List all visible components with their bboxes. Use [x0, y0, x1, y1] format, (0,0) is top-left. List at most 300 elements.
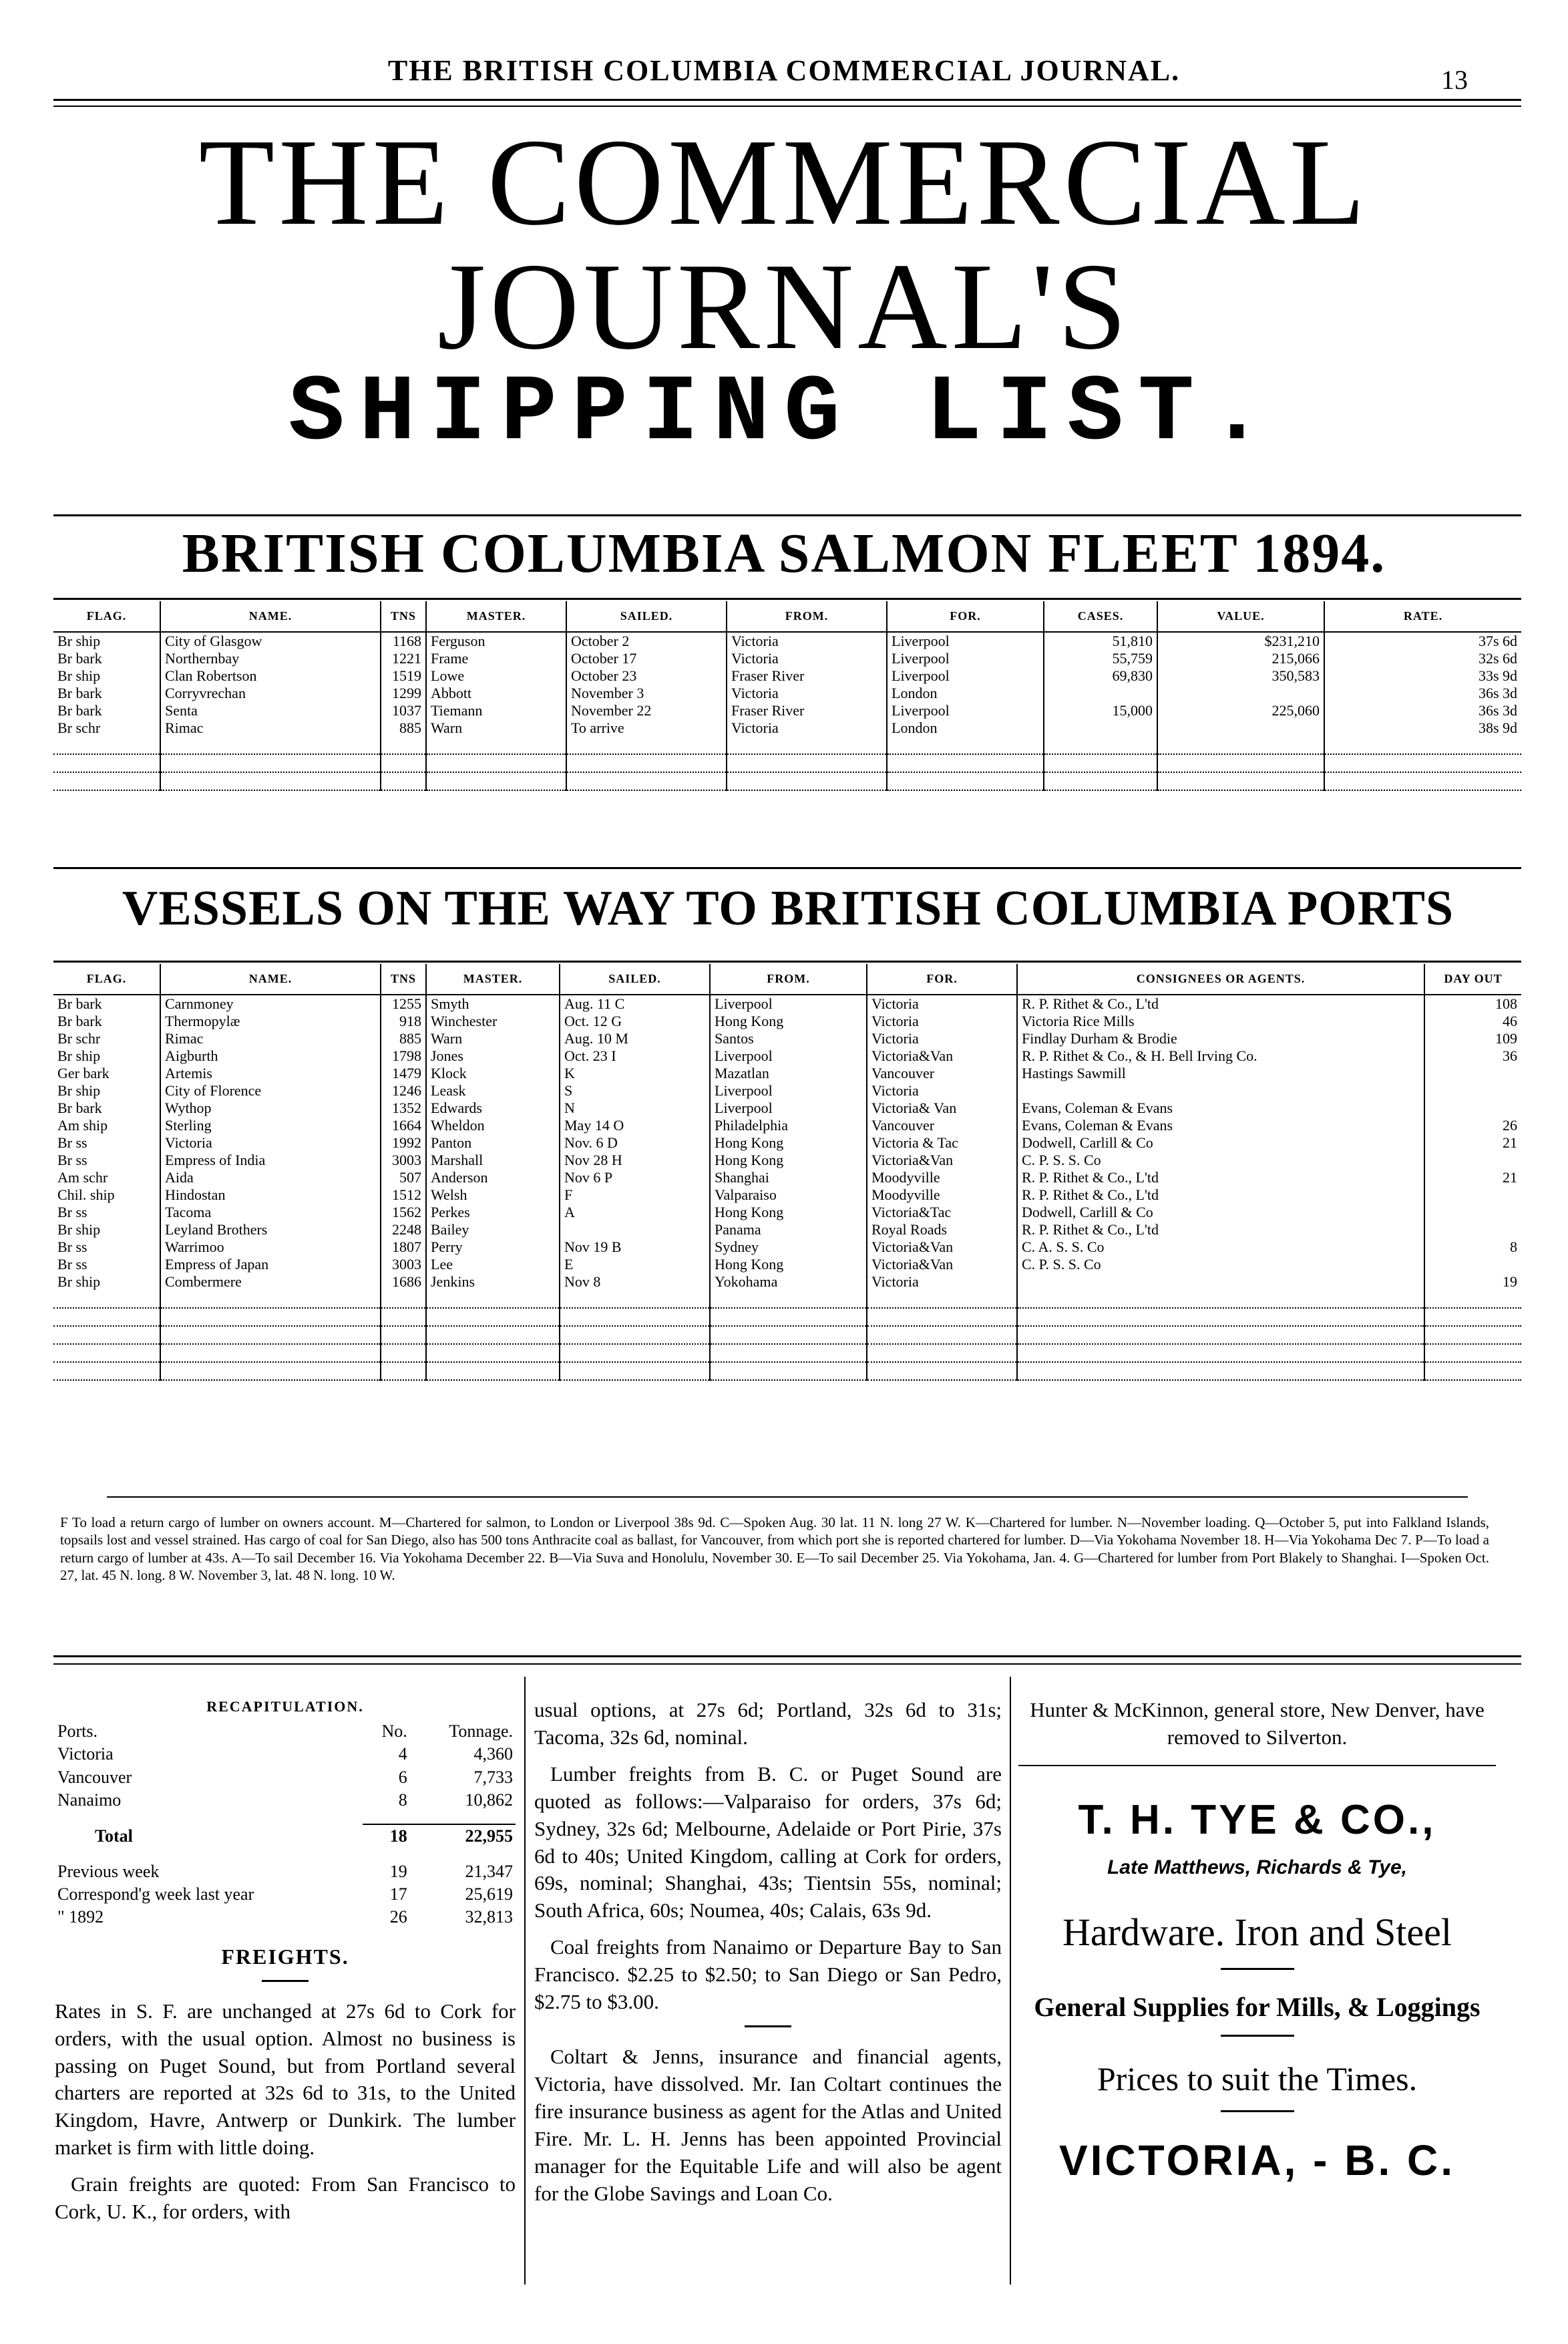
table-cell: Br ss: [57, 1134, 87, 1151]
table-cell: Liverpool: [710, 1047, 867, 1065]
table-cell: Victoria&Van: [867, 1047, 1017, 1065]
table-cell: Corryvrechan: [160, 685, 381, 702]
middle-column: [534, 1697, 1002, 2216]
table-cell: Leyland Brothers: [160, 1221, 381, 1238]
table-cell: Perkes: [426, 1204, 560, 1221]
table-cell: Northernbay: [160, 650, 381, 667]
table-row: [53, 650, 1521, 667]
table-cell: Aida: [160, 1169, 381, 1186]
table-cell: [1157, 719, 1324, 737]
table-cell: Am schr: [57, 1169, 108, 1186]
table-cell: Leask: [426, 1082, 560, 1100]
table-cell: 1352: [381, 1100, 426, 1117]
table-cell: Aug. 10 M: [560, 1030, 710, 1047]
table-cell: 1168: [381, 632, 426, 650]
table-cell: Hong Kong: [710, 1152, 867, 1169]
table-cell: To arrive: [566, 719, 727, 737]
table-cell: Br ship: [57, 1273, 101, 1290]
table-cell: K: [560, 1065, 710, 1082]
table-row: [53, 1082, 1521, 1100]
recap-cell: 10,862: [465, 1790, 513, 1810]
table-cell: Victoria&Van: [867, 1256, 1017, 1273]
table-cell: Klock: [426, 1065, 560, 1082]
table-cell: R. P. Rithet & Co., L'td: [1017, 1169, 1424, 1186]
table-cell: 1992: [381, 1134, 426, 1152]
table-cell: Fraser River: [727, 702, 887, 719]
table-cell: October 17: [566, 650, 727, 667]
table-cell: City of Glasgow: [160, 632, 381, 650]
freights-paragraph-2: Grain freights are quoted: From San Francisco to Cork, U. K., for orders, with: [55, 2172, 516, 2224]
table-cell: [1044, 685, 1157, 702]
recap-row: [55, 1789, 516, 1812]
section-rule: [53, 867, 1521, 869]
table-cell: Liverpool: [887, 632, 1044, 650]
table-cell: Aug. 11 C: [560, 995, 710, 1013]
table-cell: [560, 1221, 710, 1238]
right-column: [1018, 1697, 1496, 2188]
blank-row: [53, 1326, 1521, 1344]
table-cell: Liverpool: [710, 1100, 867, 1117]
table-cell: 38s 9d: [1324, 719, 1521, 737]
columns-rule-2: [53, 1663, 1521, 1665]
table-cell: Hong Kong: [710, 1134, 867, 1152]
divider: [745, 2025, 791, 2027]
recap-row: [55, 1743, 516, 1766]
table-cell: Victoria: [867, 1030, 1017, 1047]
table-cell: C. P. S. S. Co: [1017, 1152, 1424, 1169]
recap-cell: Previous week: [57, 1861, 160, 1881]
table-cell: Br bark: [57, 1013, 102, 1029]
divider: [1221, 1968, 1294, 1970]
table-cell: R. P. Rithet & Co., & H. Bell Irving Co.: [1017, 1047, 1424, 1065]
freights-heading: FREIGHTS.: [221, 1944, 349, 1969]
table-cell: 1664: [381, 1117, 426, 1134]
table-cell: Br ship: [57, 1082, 101, 1099]
table-cell: 33s 9d: [1324, 667, 1521, 685]
table-cell: 55,759: [1044, 650, 1157, 667]
page-number: 13: [1441, 65, 1468, 95]
table-cell: Panton: [426, 1134, 560, 1152]
table-row: [53, 1221, 1521, 1238]
table-cell: Victoria Rice Mills: [1017, 1013, 1424, 1030]
recap-row: [55, 1883, 516, 1906]
table-cell: Senta: [160, 702, 381, 719]
table-row: [53, 1047, 1521, 1065]
table-cell: Valparaiso: [710, 1186, 867, 1204]
table-cell: Winchester: [426, 1013, 560, 1030]
table-cell: London: [887, 685, 1044, 702]
recap-cell: Vancouver: [57, 1767, 132, 1787]
freights-paragraph-1: Rates in S. F. are unchanged at 27s 6d to Cork for orders, with the usual option. Almost no business is passing on Puget Sound, but from Portland several charters are reported at 32s 6d to 31s, to the United Kingdom, Havre, Antwerp or Dunkirk. The lumber market is firm with little doing.: [55, 1999, 516, 2160]
recap-cell: 6: [398, 1767, 407, 1787]
table-cell: 2248: [381, 1221, 426, 1238]
table-row: [53, 1273, 1521, 1291]
table-row: [53, 1256, 1521, 1273]
table-cell: 215,066: [1157, 650, 1324, 667]
table-cell: N: [560, 1100, 710, 1117]
table-cell: 1512: [381, 1186, 426, 1204]
table-cell: Chil. ship: [57, 1186, 115, 1203]
table-cell: Edwards: [426, 1100, 560, 1117]
recap-row: [55, 1906, 516, 1929]
table-cell: Abbott: [426, 685, 566, 702]
recap-cell: 4,360: [473, 1744, 513, 1764]
table-cell: Liverpool: [887, 650, 1044, 667]
column-header: NAME.: [160, 601, 381, 632]
table-cell: Br ss: [57, 1256, 87, 1273]
table-cell: Wheldon: [426, 1117, 560, 1134]
table-row: [53, 1186, 1521, 1204]
table-cell: [1424, 1082, 1521, 1100]
tye-successors: Late Matthews, Richards & Tye,: [1107, 1856, 1407, 1878]
table-cell: Liverpool: [887, 667, 1044, 685]
lumber-freights: Lumber freights from B. C. or Puget Sound are quoted as follows:—Valparaiso for orders, 37s 6d; Sydney, 32s 6d; Melbourne, Adelaide or Port Pirie, 37s 6d to 40s; United Kingdom, calling at Cork for orders, 69s, nominal; Shanghai, 43s; Tientsin 55s, nominal; South Africa, 60s; Noumea, 40s; Calais, 63s 9d.: [534, 1762, 1002, 1922]
table-cell: Moodyville: [867, 1169, 1017, 1186]
recap-cell: 19: [389, 1861, 407, 1881]
masthead-title: THE COMMERCIAL JOURNAL'S: [198, 114, 1370, 375]
table-cell: Perry: [426, 1238, 560, 1256]
table-cell: Warrimoo: [160, 1238, 381, 1256]
table-cell: 1255: [381, 995, 426, 1013]
table-cell: Br ss: [57, 1152, 87, 1168]
table-cell: 3003: [381, 1152, 426, 1169]
blank-row: [53, 772, 1521, 790]
table-cell: Victoria: [867, 995, 1017, 1013]
table-cell: Carnmoney: [160, 995, 381, 1013]
blank-row: [53, 737, 1521, 754]
table-cell: [1424, 1065, 1521, 1082]
table-cell: 36s 3d: [1324, 685, 1521, 702]
hardware-line: Hardware. Iron and Steel: [1062, 1910, 1452, 1955]
divider: [262, 1980, 309, 1982]
column-header: DAY OUT: [1424, 964, 1521, 995]
table-cell: 1807: [381, 1238, 426, 1256]
table-row: [53, 1134, 1521, 1152]
table-cell: Shanghai: [710, 1169, 867, 1186]
column-header: FLAG.: [53, 964, 160, 995]
recap-row: [55, 1766, 516, 1789]
freights-continued: usual options, at 27s 6d; Portland, 32s 6d to 31s; Tacoma, 32s 6d, nominal.: [534, 1698, 1002, 1749]
table-cell: Br bark: [57, 702, 102, 719]
shipping-list-title: SHIPPING LIST.: [288, 361, 1280, 467]
table-cell: Yokohama: [710, 1273, 867, 1291]
table-cell: 46: [1424, 1013, 1521, 1030]
table-cell: 51,810: [1044, 632, 1157, 650]
table-cell: London: [887, 719, 1044, 737]
table-cell: 109: [1424, 1030, 1521, 1047]
salmon-fleet-table: [53, 601, 1521, 791]
table-cell: 15,000: [1044, 702, 1157, 719]
table-cell: Vancouver: [867, 1065, 1017, 1082]
table-cell: Rimac: [160, 719, 381, 737]
table-row: [53, 1013, 1521, 1030]
column-header: TNS: [381, 601, 426, 632]
table-cell: Frame: [426, 650, 566, 667]
victoria-bc: VICTORIA, - B. C.: [1058, 2136, 1456, 2184]
table-row: [53, 1030, 1521, 1047]
table-row: [53, 1204, 1521, 1221]
table-cell: Evans, Coleman & Evans: [1017, 1117, 1424, 1134]
blank-row: [53, 1308, 1521, 1326]
table-cell: R. P. Rithet & Co., L'td: [1017, 1221, 1424, 1238]
table-cell: [1424, 1100, 1521, 1117]
recap-heading: RECAPITULATION.: [206, 1698, 364, 1715]
table-cell: 1221: [381, 650, 426, 667]
table-cell: October 23: [566, 667, 727, 685]
table-cell: Thermopylæ: [160, 1013, 381, 1030]
tye-company-name: T. H. TYE & CO.,: [1078, 1796, 1436, 1843]
table-cell: $231,210: [1157, 632, 1324, 650]
section-rule: [53, 961, 1521, 963]
table-cell: Anderson: [426, 1169, 560, 1186]
table-cell: May 14 O: [560, 1117, 710, 1134]
column-header: CONSIGNEES OR AGENTS.: [1017, 964, 1424, 995]
recap-cell: Correspond'g week last year: [57, 1884, 254, 1904]
table-cell: 1686: [381, 1273, 426, 1291]
table-cell: Br ship: [57, 667, 101, 684]
table-cell: 885: [381, 719, 426, 737]
table-cell: 225,060: [1157, 702, 1324, 719]
vessels-table: [53, 964, 1521, 1381]
table-cell: Jones: [426, 1047, 560, 1065]
table-cell: [1424, 1204, 1521, 1221]
table-cell: Warn: [426, 1030, 560, 1047]
table-cell: Liverpool: [887, 702, 1044, 719]
table-cell: Royal Roads: [867, 1221, 1017, 1238]
table-cell: Liverpool: [710, 1082, 867, 1100]
table-cell: Santos: [710, 1030, 867, 1047]
section-rule: [53, 514, 1521, 516]
recap-total-no: 18: [363, 1824, 410, 1848]
recap-cell: 17: [389, 1884, 407, 1904]
header-rule: [53, 99, 1521, 101]
recap-col-port: Ports.: [57, 1721, 97, 1741]
table-cell: 21: [1424, 1169, 1521, 1186]
column-header: MASTER.: [426, 601, 566, 632]
general-supplies-line: General Supplies for Mills, & Loggings: [1034, 1991, 1481, 2022]
table-cell: Jenkins: [426, 1273, 560, 1291]
table-cell: Br ship: [57, 1047, 101, 1064]
table-cell: [1017, 1082, 1424, 1100]
table-cell: Empress of Japan: [160, 1256, 381, 1273]
column-header: FLAG.: [53, 601, 160, 632]
recap-cell: Nanaimo: [57, 1790, 122, 1810]
table-cell: Victoria: [867, 1273, 1017, 1291]
column-header: FROM.: [710, 964, 867, 995]
table-cell: [1017, 1273, 1424, 1291]
table-cell: Liverpool: [710, 995, 867, 1013]
columns-rule: [53, 1655, 1521, 1657]
table-cell: C. A. S. S. Co: [1017, 1238, 1424, 1256]
table-cell: 19: [1424, 1273, 1521, 1291]
table-cell: Welsh: [426, 1186, 560, 1204]
column-header: TNS: [381, 964, 426, 995]
table-cell: Hong Kong: [710, 1256, 867, 1273]
recap-col-tonnage: Tonnage.: [449, 1721, 513, 1741]
table-cell: Warn: [426, 719, 566, 737]
recap-col-no: No.: [381, 1721, 407, 1741]
recap-cell: 21,347: [465, 1861, 513, 1881]
table-cell: Rimac: [160, 1030, 381, 1047]
recap-cell: 25,619: [465, 1884, 513, 1904]
table-cell: Br ss: [57, 1238, 87, 1255]
footnote-rule: [107, 1496, 1468, 1498]
table-cell: Br schr: [57, 1030, 101, 1047]
header-rule-2: [53, 106, 1521, 107]
table-cell: Clan Robertson: [160, 667, 381, 685]
table-cell: F: [560, 1186, 710, 1204]
table-row: [53, 1169, 1521, 1186]
table-cell: Hastings Sawmill: [1017, 1065, 1424, 1082]
hunter-mckinnon-notice: Hunter & McKinnon, general store, New Denver, have removed to Silverton.: [1030, 1698, 1485, 1749]
table-cell: C. P. S. S. Co: [1017, 1256, 1424, 1273]
table-cell: 1798: [381, 1047, 426, 1065]
blank-row: [53, 1362, 1521, 1380]
table-cell: Hong Kong: [710, 1204, 867, 1221]
divider: [1221, 2035, 1294, 2037]
column-header: NAME.: [160, 964, 381, 995]
blank-row: [53, 1291, 1521, 1308]
table-cell: Victoria & Tac: [867, 1134, 1017, 1152]
table-cell: Dodwell, Carlill & Co: [1017, 1204, 1424, 1221]
table-cell: Tiemann: [426, 702, 566, 719]
table-cell: Br bark: [57, 1100, 102, 1116]
table-cell: Nov 28 H: [560, 1152, 710, 1169]
table-cell: Victoria: [727, 719, 887, 737]
running-header: THE BRITISH COLUMBIA COMMERCIAL JOURNAL.: [387, 54, 1181, 87]
table-cell: Nov 6 P: [560, 1169, 710, 1186]
section-rule: [53, 598, 1521, 600]
coal-freights: Coal freights from Nanaimo or Departure Bay to San Francisco. $2.25 to $2.50; to San Diego or San Pedro, $2.75 to $3.00.: [534, 1935, 1002, 2014]
column-header: FROM.: [727, 601, 887, 632]
table-cell: 36s 3d: [1324, 702, 1521, 719]
footnotes: F To load a return cargo of lumber on owners account. M—Chartered for salmon, to London or Liverpool 38s 9d. C—Spoken Aug. 30 lat. 11 N. long 27 W. K—Chartered for lumber. N—November loading. Q—October 5, put into Falkland Islands, topsails lost and vessel strained. Has cargo of coal for San Diego, also has 500 tons Anthracite coal as ballast, for Vancouver, from which port she is reported chartered for lumber. D—Via Yokohama November 18. H—Via Yokohama Dec 7. P—To load a return cargo of lumber at 43s. A—To sail December 16. Via Yokohama December 22. B—Via Suva and Honolulu, November 30. E—To sail December 25. Via Yokohama, Jan. 4. G—Chartered for lumber from Port Blakely to Shanghai. I—Spoken Oct. 27, lat. 45 N. long. 8 W. November 3, lat. 48 N. long. 10 W.: [60, 1514, 1489, 1583]
table-cell: 26: [1424, 1117, 1521, 1134]
table-cell: Combermere: [160, 1273, 381, 1291]
table-cell: Victoria&Van: [867, 1238, 1017, 1256]
table-row: [53, 685, 1521, 702]
table-cell: November 3: [566, 685, 727, 702]
table-cell: Artemis: [160, 1065, 381, 1082]
table-cell: 1562: [381, 1204, 426, 1221]
table-cell: Ger bark: [57, 1065, 110, 1081]
table-cell: Lowe: [426, 667, 566, 685]
table-cell: Br ship: [57, 1221, 101, 1238]
column-header: FOR.: [867, 964, 1017, 995]
column-divider: [1010, 1677, 1011, 2285]
table-cell: [1044, 719, 1157, 737]
recap-row: [55, 1860, 516, 1883]
recap-total-tonnage: 22,955: [410, 1824, 516, 1848]
table-cell: Oct. 23 I: [560, 1047, 710, 1065]
vessels-title: VESSELS ON THE WAY TO BRITISH COLUMBIA PORTS: [122, 881, 1454, 936]
prices-line: Prices to suit the Times.: [1097, 2059, 1418, 2098]
table-cell: Evans, Coleman & Evans: [1017, 1100, 1424, 1117]
table-cell: Victoria: [727, 650, 887, 667]
table-cell: Vancouver: [867, 1117, 1017, 1134]
table-cell: Findlay Durham & Brodie: [1017, 1030, 1424, 1047]
table-cell: 8: [1424, 1238, 1521, 1256]
table-cell: [1424, 1221, 1521, 1238]
recap-cell: 7,733: [473, 1767, 513, 1787]
left-column: [55, 1697, 516, 2235]
table-cell: [1157, 685, 1324, 702]
table-row: [53, 1100, 1521, 1117]
table-cell: [1424, 1186, 1521, 1204]
table-cell: Victoria: [160, 1134, 381, 1152]
table-cell: Victoria: [727, 632, 887, 650]
table-row: [53, 1065, 1521, 1082]
table-cell: Moodyville: [867, 1186, 1017, 1204]
table-cell: Mazatlan: [710, 1065, 867, 1082]
recap-cell: 4: [398, 1744, 407, 1764]
table-cell: 36: [1424, 1047, 1521, 1065]
table-cell: Fraser River: [727, 667, 887, 685]
table-cell: Hindostan: [160, 1186, 381, 1204]
table-cell: 32s 6d: [1324, 650, 1521, 667]
table-cell: Philadelphia: [710, 1117, 867, 1134]
recap-cell: " 1892: [57, 1907, 104, 1927]
table-cell: Hong Kong: [710, 1013, 867, 1030]
table-cell: [1424, 1152, 1521, 1169]
table-cell: Panama: [710, 1221, 867, 1238]
table-row: [53, 1238, 1521, 1256]
table-cell: Nov 8: [560, 1273, 710, 1291]
table-cell: Victoria: [727, 685, 887, 702]
table-cell: R. P. Rithet & Co., L'td: [1017, 1186, 1424, 1204]
table-cell: Aigburth: [160, 1047, 381, 1065]
table-cell: 69,830: [1044, 667, 1157, 685]
column-header: CASES.: [1044, 601, 1157, 632]
table-cell: Bailey: [426, 1221, 560, 1238]
table-cell: Nov 19 B: [560, 1238, 710, 1256]
table-cell: 1037: [381, 702, 426, 719]
table-cell: Am ship: [57, 1117, 108, 1134]
recap-table: [55, 1720, 516, 1929]
table-row: [53, 1152, 1521, 1169]
table-cell: October 2: [566, 632, 727, 650]
table-cell: Sterling: [160, 1117, 381, 1134]
table-cell: 1519: [381, 667, 426, 685]
column-header: RATE.: [1324, 601, 1521, 632]
table-cell: 350,583: [1157, 667, 1324, 685]
table-row: [53, 702, 1521, 719]
column-header: VALUE.: [1157, 601, 1324, 632]
column-header: SAILED.: [560, 964, 710, 995]
table-row: [53, 995, 1521, 1013]
table-cell: [1424, 1256, 1521, 1273]
table-cell: Lee: [426, 1256, 560, 1273]
table-cell: Dodwell, Carlill & Co: [1017, 1134, 1424, 1152]
table-cell: Br ship: [57, 633, 101, 649]
recap-cell: Victoria: [57, 1744, 114, 1764]
column-header: MASTER.: [426, 964, 560, 995]
table-cell: Tacoma: [160, 1204, 381, 1221]
table-row: [53, 1117, 1521, 1134]
table-cell: E: [560, 1256, 710, 1273]
coltart-notice: Coltart & Jenns, insurance and financial agents, Victoria, have dissolved. Mr. Ian Coltart continues the fire insurance business as agent for the Atlas and United Fire. Mr. L. H. Jenns has been appointed Provincial manager for the Equitable Life and will also be agent for the Globe Savings and Loan Co.: [534, 2044, 1002, 2205]
table-cell: S: [560, 1082, 710, 1100]
table-cell: Br bark: [57, 995, 102, 1012]
blank-row: [53, 1344, 1521, 1362]
table-cell: Victoria&Van: [867, 1152, 1017, 1169]
recap-total-label: Total: [95, 1826, 133, 1846]
table-cell: Wythop: [160, 1100, 381, 1117]
table-cell: Br schr: [57, 719, 101, 736]
blank-row: [53, 754, 1521, 772]
table-cell: Ferguson: [426, 632, 566, 650]
table-cell: 108: [1424, 995, 1521, 1013]
